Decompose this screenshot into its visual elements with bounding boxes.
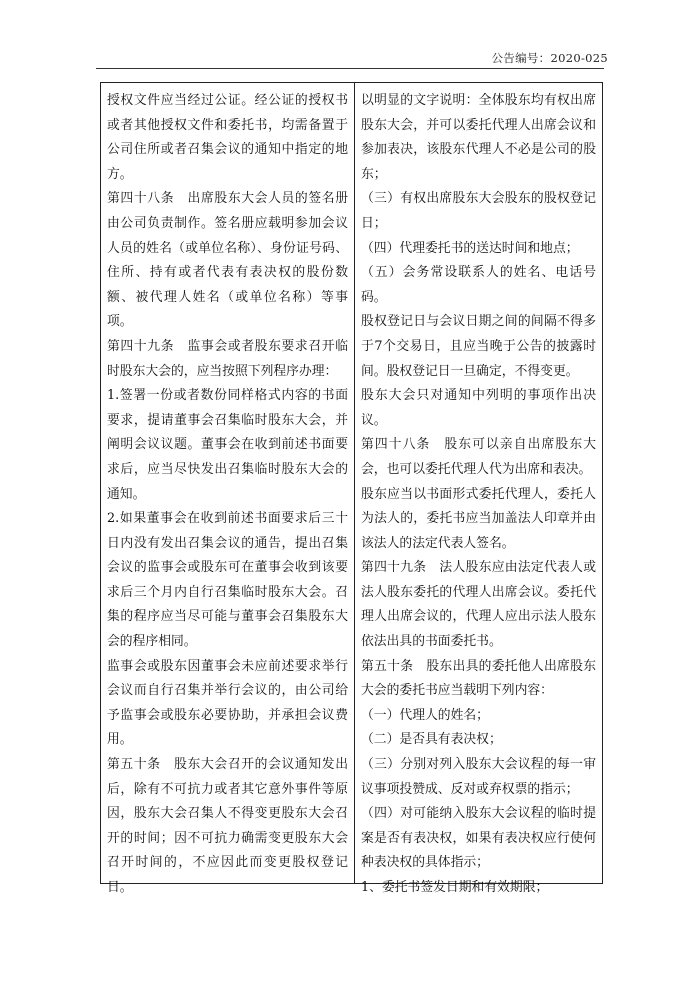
left-column (101, 83, 355, 895)
right-paragraph: （二）是否具有表决权； (361, 732, 502, 748)
right-paragraph: 以明显的文字说明：全体股东均有权出席股东大会，并可以委托代理人出席会议和参加表决，该股东代理人不必是公司的股东； (361, 93, 596, 182)
right-column (355, 83, 602, 895)
right-paragraph: 第五十条 股东出具的委托他人出席股东大会的委托书应当载明下列内容： (361, 658, 596, 699)
left-paragraph: 1.签署一份或者数份同样格式内容的书面要求，提请董事会召集临时股东大会，并阐明会议议题。董事会在收到前述书面要求后，应当尽快发出召集临时股东大会的通知。 (107, 388, 348, 502)
notice-number: 公告编号：2020-025 (491, 51, 608, 65)
right-paragraph: 第四十九条 法人股东应由法定代表人或法人股东委托的代理人出席会议。委托代理人出席会议的，代理人应出示法人股东依法出具的书面委托书。 (361, 560, 596, 650)
left-paragraph: 2.如果董事会在收到前述书面要求后三十日内没有发出召集会议的通告，提出召集会议的监事会或股东可在董事会收到该要求后三个月内自行召集临时股东大会。召集的程序应当尽可能与董事会召集股东大会的程序相同。 (107, 511, 348, 650)
right-paragraph: （五）会务常设联系人的姓名、电话号码。 (361, 265, 596, 305)
right-paragraph: 股东应当以书面形式委托代理人，委托人为法人的，委托书应当加盖法人印章并由该法人的法定代表人签名。 (361, 486, 596, 551)
left-paragraph: 第四十九条 监事会或者股东要求召开临时股东大会的，应当按照下列程序办理： (107, 338, 348, 379)
left-paragraph: 授权文件应当经过公证。经公证的授权书或者其他授权文件和委托书，均需备置于公司住所或者召集会议的通知中指定的地方。 (107, 93, 348, 182)
right-paragraph: 股权登记日与会议日期之间的间隔不得多于7个交易日，且应当晚于公告的披露时间。股权登记日一旦确定，不得变更。 (361, 314, 596, 379)
right-paragraph: 1、委托书签发日期和有效期限； (361, 880, 549, 895)
right-paragraph: 第四十八条 股东可以亲自出席股东大会，也可以委托代理人代为出席和表决。 (361, 437, 596, 477)
left-paragraph: 监事会或股东因董事会未应前述要求举行会议而自行召集并举行会议的，由公司给予监事会或股东必要协助，并承担会议费用。 (107, 658, 348, 748)
comparison-table (100, 82, 603, 895)
right-paragraph: （三）有权出席股东大会股东的股权登记日； (361, 191, 596, 231)
right-paragraph: （三）分别对列入股东大会议程的每一审议事项投赞成、反对或弃权票的指示； (361, 757, 596, 797)
right-paragraph: （四）代理委托书的送达时间和地点； (361, 240, 579, 256)
right-paragraph: 股东大会只对通知中列明的事项作出决议。 (361, 388, 596, 428)
header-divider (96, 68, 604, 69)
right-paragraph: （一）代理人的姓名； (361, 707, 489, 723)
right-paragraph: （四）对可能纳入股东大会议程的临时提案是否有表决权，如果有表决权应行使何种表决权的具体指示； (361, 806, 596, 871)
left-paragraph: 第四十八条 出席股东大会人员的签名册由公司负责制作。签名册应载明参加会议人员的姓名（或单位名称）、身份证号码、住所、持有或者代表有表决权的股份数额、被代理人姓名（或单位名称）等事项。 (107, 191, 348, 330)
left-paragraph: 第五十条 股东大会召开的会议通知发出后，除有不可抗力或者其它意外事件等原因，股东大会召集人不得变更股东大会召开的时间；因不可抗力确需变更股东大会召开时间的，不应因此而变更股权登记日。 (107, 757, 348, 895)
